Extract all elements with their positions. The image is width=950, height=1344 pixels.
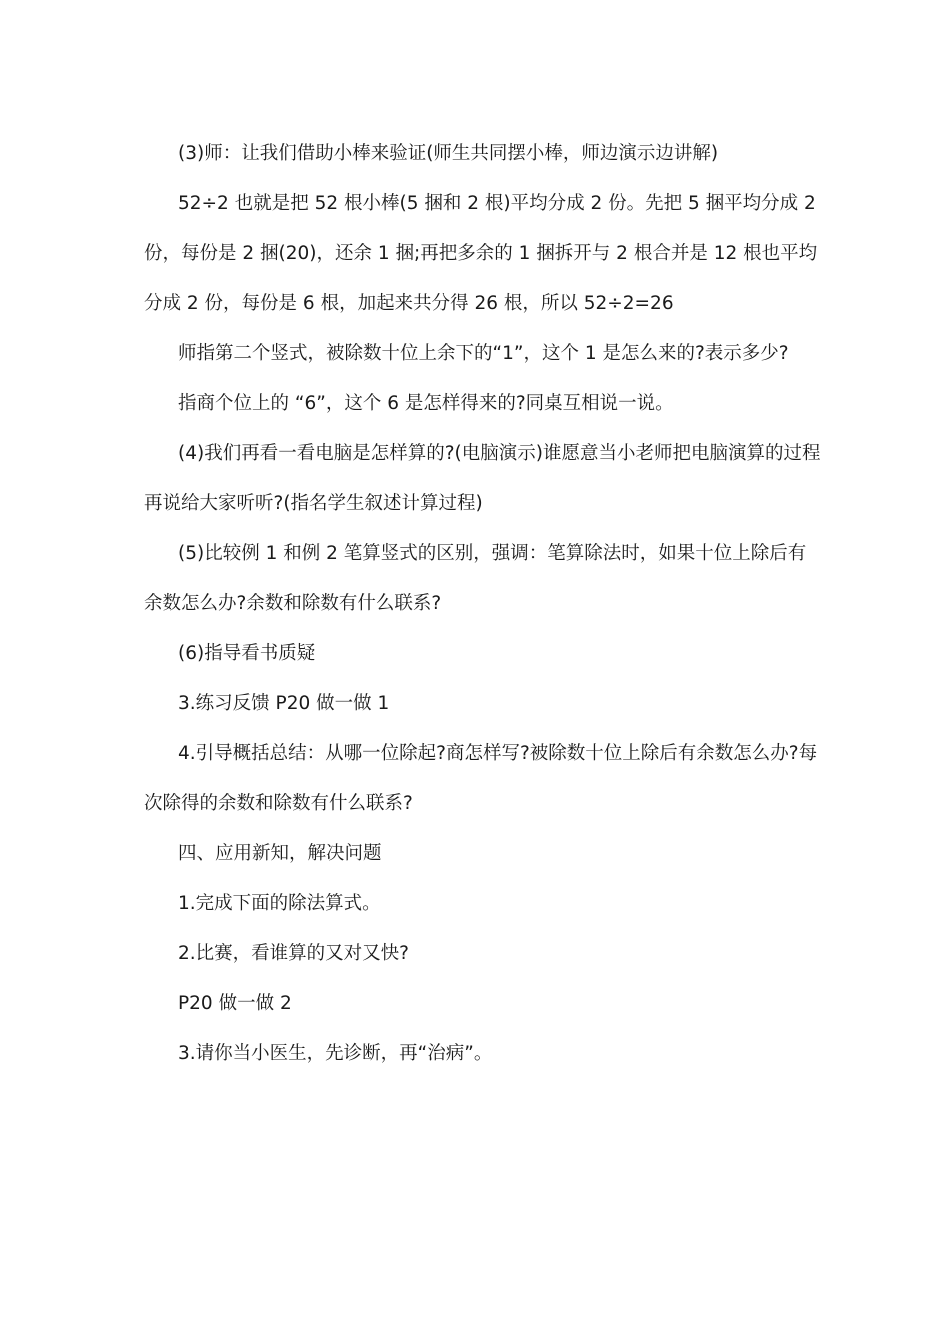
paragraph-practice-feedback: 3.练习反馈 P20 做一做 1 — [178, 693, 390, 714]
paragraph-read-book: (6)指导看书质疑 — [178, 643, 316, 664]
paragraph-compare-examples: (5)比较例 1 和例 2 笔算竖式的区别，强调：笔算除法时，如果十位上除后有余数怎么办?余数和除数有什么联系? — [144, 543, 807, 614]
document-body — [144, 129, 824, 1079]
paragraph-quotient-ones-digit: 指商个位上的 “6”，这个 6 是怎样得来的?同桌互相说一说。 — [178, 393, 674, 414]
paragraph-little-doctor: 3.请你当小医生，先诊断，再“治病”。 — [178, 1043, 493, 1064]
paragraph-complete-division: 1.完成下面的除法算式。 — [178, 893, 381, 914]
paragraph-second-vertical-form: 师指第二个竖式，被除数十位上余下的“1”，这个 1 是怎么来的?表示多少? — [178, 343, 789, 364]
paragraph-computer-demo: (4)我们再看一看电脑是怎样算的?(电脑演示)谁愿意当小老师把电脑演算的过程再说给大家听听?(指名学生叙述计算过程) — [144, 443, 821, 514]
paragraph-competition: 2.比赛，看谁算的又对又快? — [178, 943, 409, 964]
paragraph-verify-with-sticks: (3)师：让我们借助小棒来验证(师生共同摆小棒，师边演示边讲解) — [178, 143, 719, 164]
paragraph-p20-exercise-2: P20 做一做 2 — [178, 993, 292, 1014]
section-heading-apply: 四、应用新知，解决问题 — [178, 843, 382, 864]
paragraph-sticks-explanation: 52÷2 也就是把 52 根小棒(5 捆和 2 根)平均分成 2 份。先把 5 捆平均分成 2 份，每份是 2 捆(20)，还余 1 捆;再把多余的 1 捆拆开与 2 根合并是 12 根也平均分成 2 份，每份是 6 根，加起来共分得 26 根，所以 52÷2=26 — [144, 193, 818, 314]
paragraph-summary: 4.引导概括总结：从哪一位除起?商怎样写?被除数十位上除后有余数怎么办?每次除得的余数和除数有什么联系? — [144, 743, 818, 814]
